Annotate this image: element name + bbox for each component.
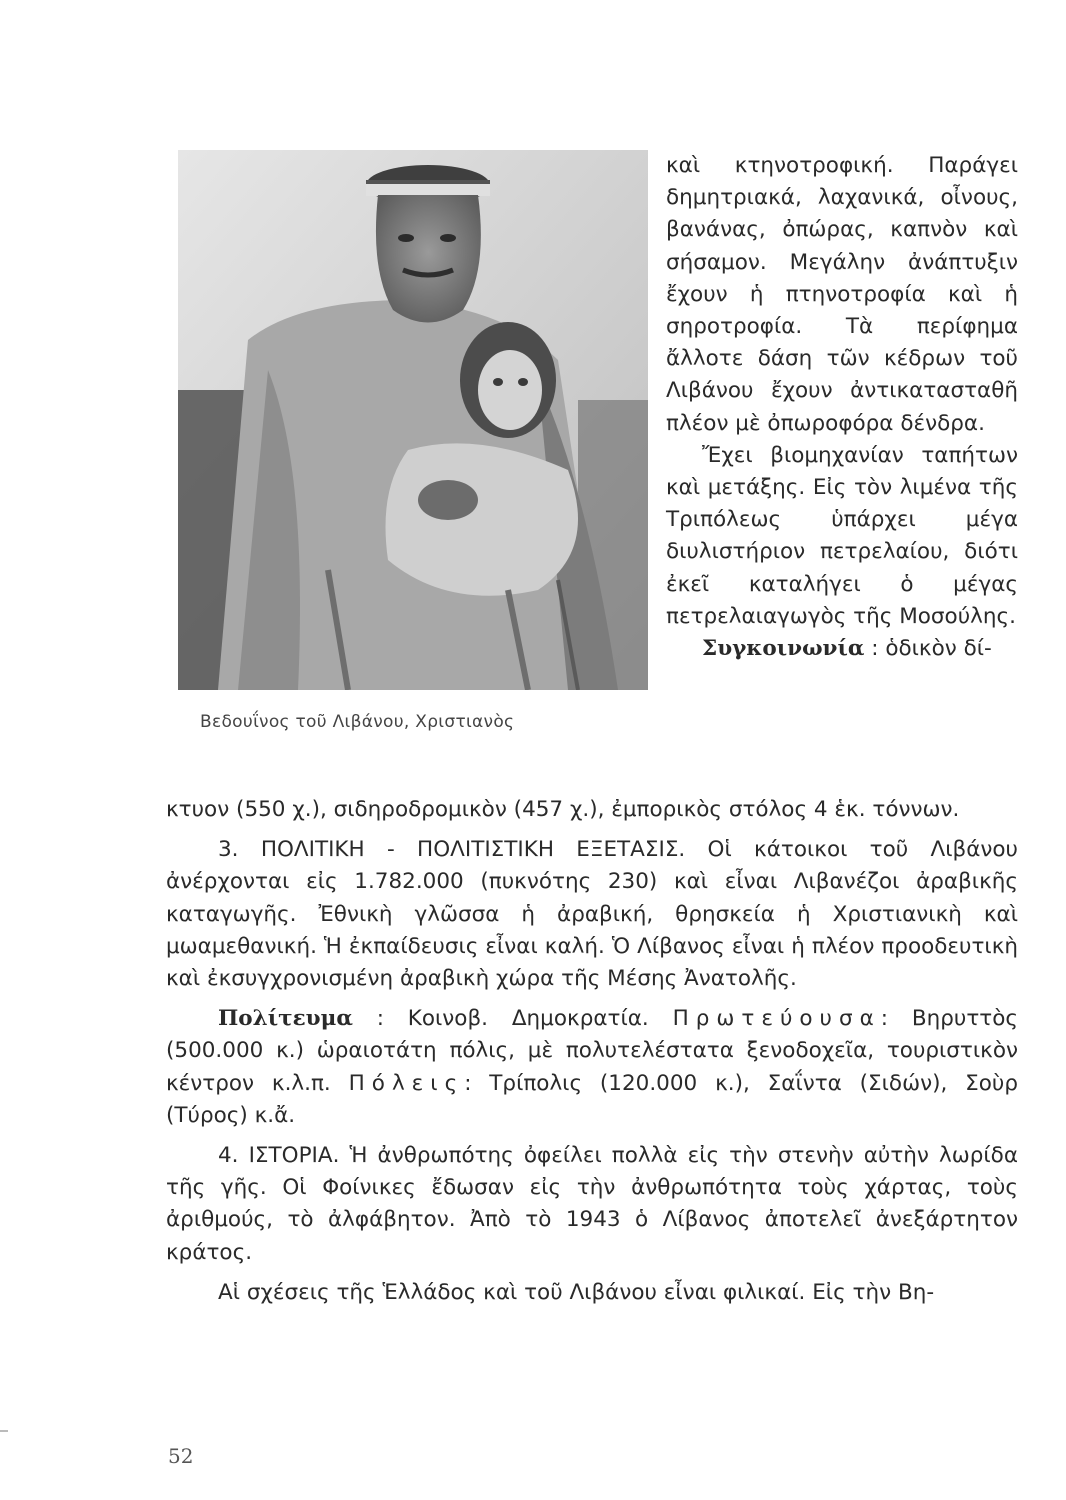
- photo-bedouin-with-child: [178, 150, 648, 690]
- capital-label: Πρωτεύουσα: [672, 1006, 881, 1032]
- transport-paragraph-start: [666, 633, 1018, 665]
- transport-text-start: : ὁδικὸν δί-: [864, 636, 992, 662]
- industry-paragraph: Ἔχει βιομηχανίαν ταπήτων καὶ μετάξης. Εἰς τὸν λιμένα τῆς Τριπόλεως ὑπάρχει μέγα διυλιστήριον πετρελαίου, διότι ἐκεῖ καταλήγει ὁ μέγας πετρελαιαγωγὸς τῆς Μοσούλης.: [666, 442, 1018, 629]
- section-3-text: Οἱ κάτοικοι τοῦ Λιβάνου ἀνέρχονται εἰς 1.782.000 (πυκνότης 230) καὶ εἶναι Λιβανέζοι ἀραβικῆς καταγωγῆς. Ἐθνικὴ γλῶσσα ἡ ἀραβική, θρησκεία ἡ Χριστιανικὴ καὶ μωαμεθανική. Ἡ ἐκπαίδευσις εἶναι καλή. Ὁ Λίβανος εἶναι ἡ πλέον προοδευτικὴ καὶ ἐκσυγχρονισμένη ἀραβικὴ χώρα τῆς Μέσης Ἀνατολῆς.: [166, 837, 1018, 992]
- transport-paragraph-continued: κτυον (550 χ.), σιδηροδρομικὸν (457 χ.), ἐμπορικὸς στόλος 4 ἑκ. τόννων.: [166, 797, 960, 822]
- agriculture-paragraph: καὶ κτηνοτροφική. Παράγει δημητριακά, λαχανικά, οἶνους, βανάνας, ὀπώρας, καπνὸν καὶ σήσαμον. Μεγάλην ἀνάπτυξιν ἔχουν ἡ πτηνοτροφία καὶ ἡ σηροτροφία. Τὰ περίφημα ἄλλοτε δάση τῶν κέδρων τοῦ Λιβάνου ἔχουν ἀντικατασταθῆ πλέον μὲ ὀπωροφόρα δένδρα.: [666, 153, 1018, 436]
- section-4-heading: 4. ΙΣΤΟΡΙΑ.: [218, 1143, 340, 1169]
- government-text-3: : Τρίπολις (120.000 κ.), Σαΐντα (Σιδών), Σοὺρ (Τύρος) κ.ἄ.: [166, 1070, 1018, 1128]
- photo-caption: Βεδουΐνος τοῦ Λιβάνου, Χριστιανὸς: [200, 712, 515, 732]
- section-3-paragraph: [166, 834, 1018, 995]
- transport-label: Συγκοινωνία: [702, 636, 865, 662]
- government-paragraph: [166, 1003, 1018, 1132]
- government-text-2: : Βηρυττὸς (500.000 κ.) ὡραιοτάτη πόλις, μὲ πολυτελέστατα ξενοδοχεῖα, τουριστικὸν κέντρον κ.λ.π.: [166, 1006, 1018, 1096]
- full-width-text: [166, 794, 1018, 1309]
- government-text-1: : Κοινοβ. Δημοκρατία.: [352, 1006, 673, 1032]
- photo-image: [178, 150, 648, 690]
- section-4-text: Ἡ ἀνθρωπότης ὀφείλει πολλὰ εἰς τὴν στενὴν αὐτὴν λωρίδα τῆς γῆς. Οἱ Φοίνικες ἔδωσαν εἰς τὴν ἀνθρωπότητα τοὺς χάρτας, τοὺς ἀριθμούς, τὸ ἀλφάβητον. Ἀπὸ τὸ 1943 ὁ Λίβανος ἀποτελεῖ ἀνεξάρτητον κράτος.: [166, 1143, 1018, 1265]
- government-label: Πολίτευμα: [218, 1006, 353, 1032]
- relations-paragraph: Αἱ σχέσεις τῆς Ἑλλάδος καὶ τοῦ Λιβάνου εἶναι φιλικαί. Εἰς τὴν Βη-: [218, 1279, 935, 1305]
- section-4-paragraph: [166, 1140, 1018, 1269]
- cities-label: Πόλεις: [348, 1070, 465, 1096]
- right-column-text: [666, 150, 1018, 665]
- section-3-heading: 3. ΠΟΛΙΤΙΚΗ - ΠΟΛΙΤΙΣΤΙΚΗ ΕΞΕΤΑΣΙΣ.: [218, 837, 686, 863]
- page-number: 52: [168, 1444, 194, 1468]
- scan-edge-mark: [0, 1430, 8, 1432]
